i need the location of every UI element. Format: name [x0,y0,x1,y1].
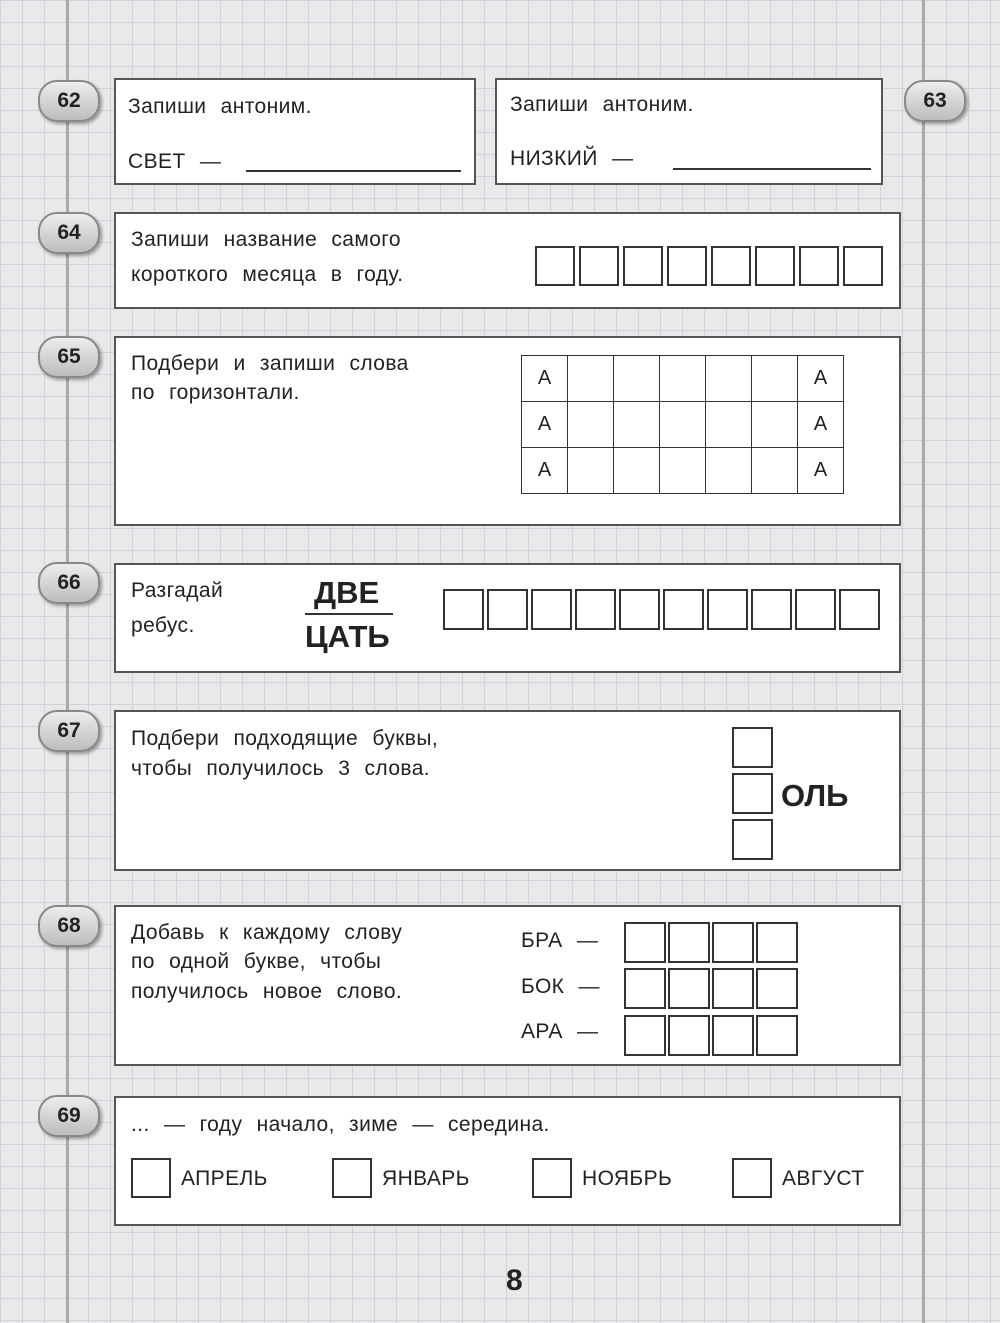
task-68-line2: по одной букве, чтобы [131,950,382,973]
task-68-cell[interactable] [756,968,798,1009]
rebus-fraction-line [305,613,393,615]
task-68-cell[interactable] [712,922,754,963]
task-68-word-2: БОК — [521,975,600,998]
grid-cell[interactable] [568,402,614,448]
option-label-january: ЯНВАРЬ [382,1167,470,1190]
task-64-answer-cell[interactable] [755,246,795,286]
task-62-word: СВЕТ — [128,150,222,173]
grid-cell-given: А [522,402,568,448]
rebus-top-word: ДВЕ [314,575,380,610]
option-label-august: АВГУСТ [782,1167,865,1190]
option-label-november: НОЯБРЬ [582,1167,673,1190]
grid-cell-given: А [522,356,568,402]
task-64-answer-cell[interactable] [623,246,663,286]
task-67-card [114,710,901,871]
grid-cell[interactable] [706,448,752,494]
grid-cell-given: А [798,356,844,402]
grid-cell[interactable] [706,402,752,448]
page-number: 8 [506,1264,523,1297]
task-66-answer-cell[interactable] [443,589,484,630]
task-number-65: 65 [38,336,100,378]
grid-cell-given: А [798,448,844,494]
task-68-line3: получилось новое слово. [131,980,403,1003]
task-68-cell[interactable] [668,968,710,1009]
grid-cell[interactable] [614,402,660,448]
task-68-cell[interactable] [668,1015,710,1056]
grid-cell[interactable] [752,448,798,494]
task-64-card [114,212,901,309]
grid-cell-given: А [798,402,844,448]
grid-cell-given: А [522,448,568,494]
grid-cell[interactable] [614,356,660,402]
grid-cell[interactable] [706,356,752,402]
task-68-cell[interactable] [624,968,666,1009]
task-63-instruction: Запиши антоним. [510,93,694,116]
task-66-answer-cell[interactable] [839,589,880,630]
task-66-answer-cell[interactable] [531,589,572,630]
grid-cell[interactable] [660,356,706,402]
task-68-word-3: АРА — [521,1020,599,1043]
rebus-bottom-word: ЦАТЬ [305,619,390,654]
grid-cell[interactable] [752,356,798,402]
task-68-line1: Добавь к каждому слову [131,921,403,944]
task-63-word: НИЗКИЙ — [510,147,634,170]
task-68-cell[interactable] [712,1015,754,1056]
grid-row [522,402,844,448]
task-69-question: ... — году начало, зиме — середина. [131,1113,550,1136]
task-65-line1: Подбери и запиши слова [131,352,409,375]
task-67-line2: чтобы получилось 3 слова. [131,757,431,780]
task-66-answer-cell[interactable] [663,589,704,630]
task-64-answer-cell[interactable] [535,246,575,286]
task-67-letter-cell[interactable] [732,727,773,768]
task-68-cell[interactable] [668,922,710,963]
task-67-suffix: ОЛЬ [781,778,849,813]
grid-cell[interactable] [752,402,798,448]
task-62-card [114,78,476,185]
task-66-answer-cell[interactable] [619,589,660,630]
task-66-answer-cell[interactable] [751,589,792,630]
task-68-cell[interactable] [756,922,798,963]
task-63-answer-line[interactable] [673,168,871,170]
grid-row [522,448,844,494]
task-68-cell[interactable] [756,1015,798,1056]
grid-cell[interactable] [568,356,614,402]
task-64-answer-cell[interactable] [711,246,751,286]
grid-cell[interactable] [660,448,706,494]
task-number-69: 69 [38,1095,100,1137]
task-66-card [114,563,901,673]
task-64-answer-cell[interactable] [799,246,839,286]
task-68-cell[interactable] [712,968,754,1009]
task-64-line1: Запиши название самого [131,228,401,251]
task-62-instruction: Запиши антоним. [128,95,312,118]
option-checkbox-november[interactable] [532,1158,572,1198]
task-66-answer-cell[interactable] [707,589,748,630]
right-margin-line [922,0,925,1323]
task-64-answer-cell[interactable] [843,246,883,286]
task-67-letter-cell[interactable] [732,773,773,814]
task-66-answer-cell[interactable] [795,589,836,630]
task-number-62: 62 [38,80,100,122]
grid-cell[interactable] [568,448,614,494]
task-number-64: 64 [38,212,100,254]
task-66-line1: Разгадай [131,579,224,602]
option-label-april: АПРЕЛЬ [181,1167,268,1190]
option-checkbox-january[interactable] [332,1158,372,1198]
task-number-68: 68 [38,905,100,947]
task-68-cell[interactable] [624,922,666,963]
task-64-line2: короткого месяца в году. [131,263,404,286]
grid-cell[interactable] [660,402,706,448]
option-checkbox-august[interactable] [732,1158,772,1198]
task-68-cell[interactable] [624,1015,666,1056]
task-65-word-grid [521,355,844,494]
task-number-63: 63 [904,80,966,122]
task-66-answer-cell[interactable] [487,589,528,630]
task-64-answer-cell[interactable] [667,246,707,286]
task-62-answer-line[interactable] [246,170,461,172]
task-68-word-1: БРА — [521,929,599,952]
task-65-card [114,336,901,526]
task-67-letter-cell[interactable] [732,819,773,860]
task-68-card [114,905,901,1066]
task-number-67: 67 [38,710,100,752]
grid-cell[interactable] [614,448,660,494]
task-number-66: 66 [38,562,100,604]
option-checkbox-april[interactable] [131,1158,171,1198]
task-67-line1: Подбери подходящие буквы, [131,727,439,750]
task-69-card [114,1096,901,1226]
task-63-card [495,78,883,185]
task-65-line2: по горизонтали. [131,381,300,404]
task-64-answer-cell[interactable] [579,246,619,286]
task-66-line2: ребус. [131,614,195,637]
task-66-answer-cell[interactable] [575,589,616,630]
grid-row [522,356,844,402]
